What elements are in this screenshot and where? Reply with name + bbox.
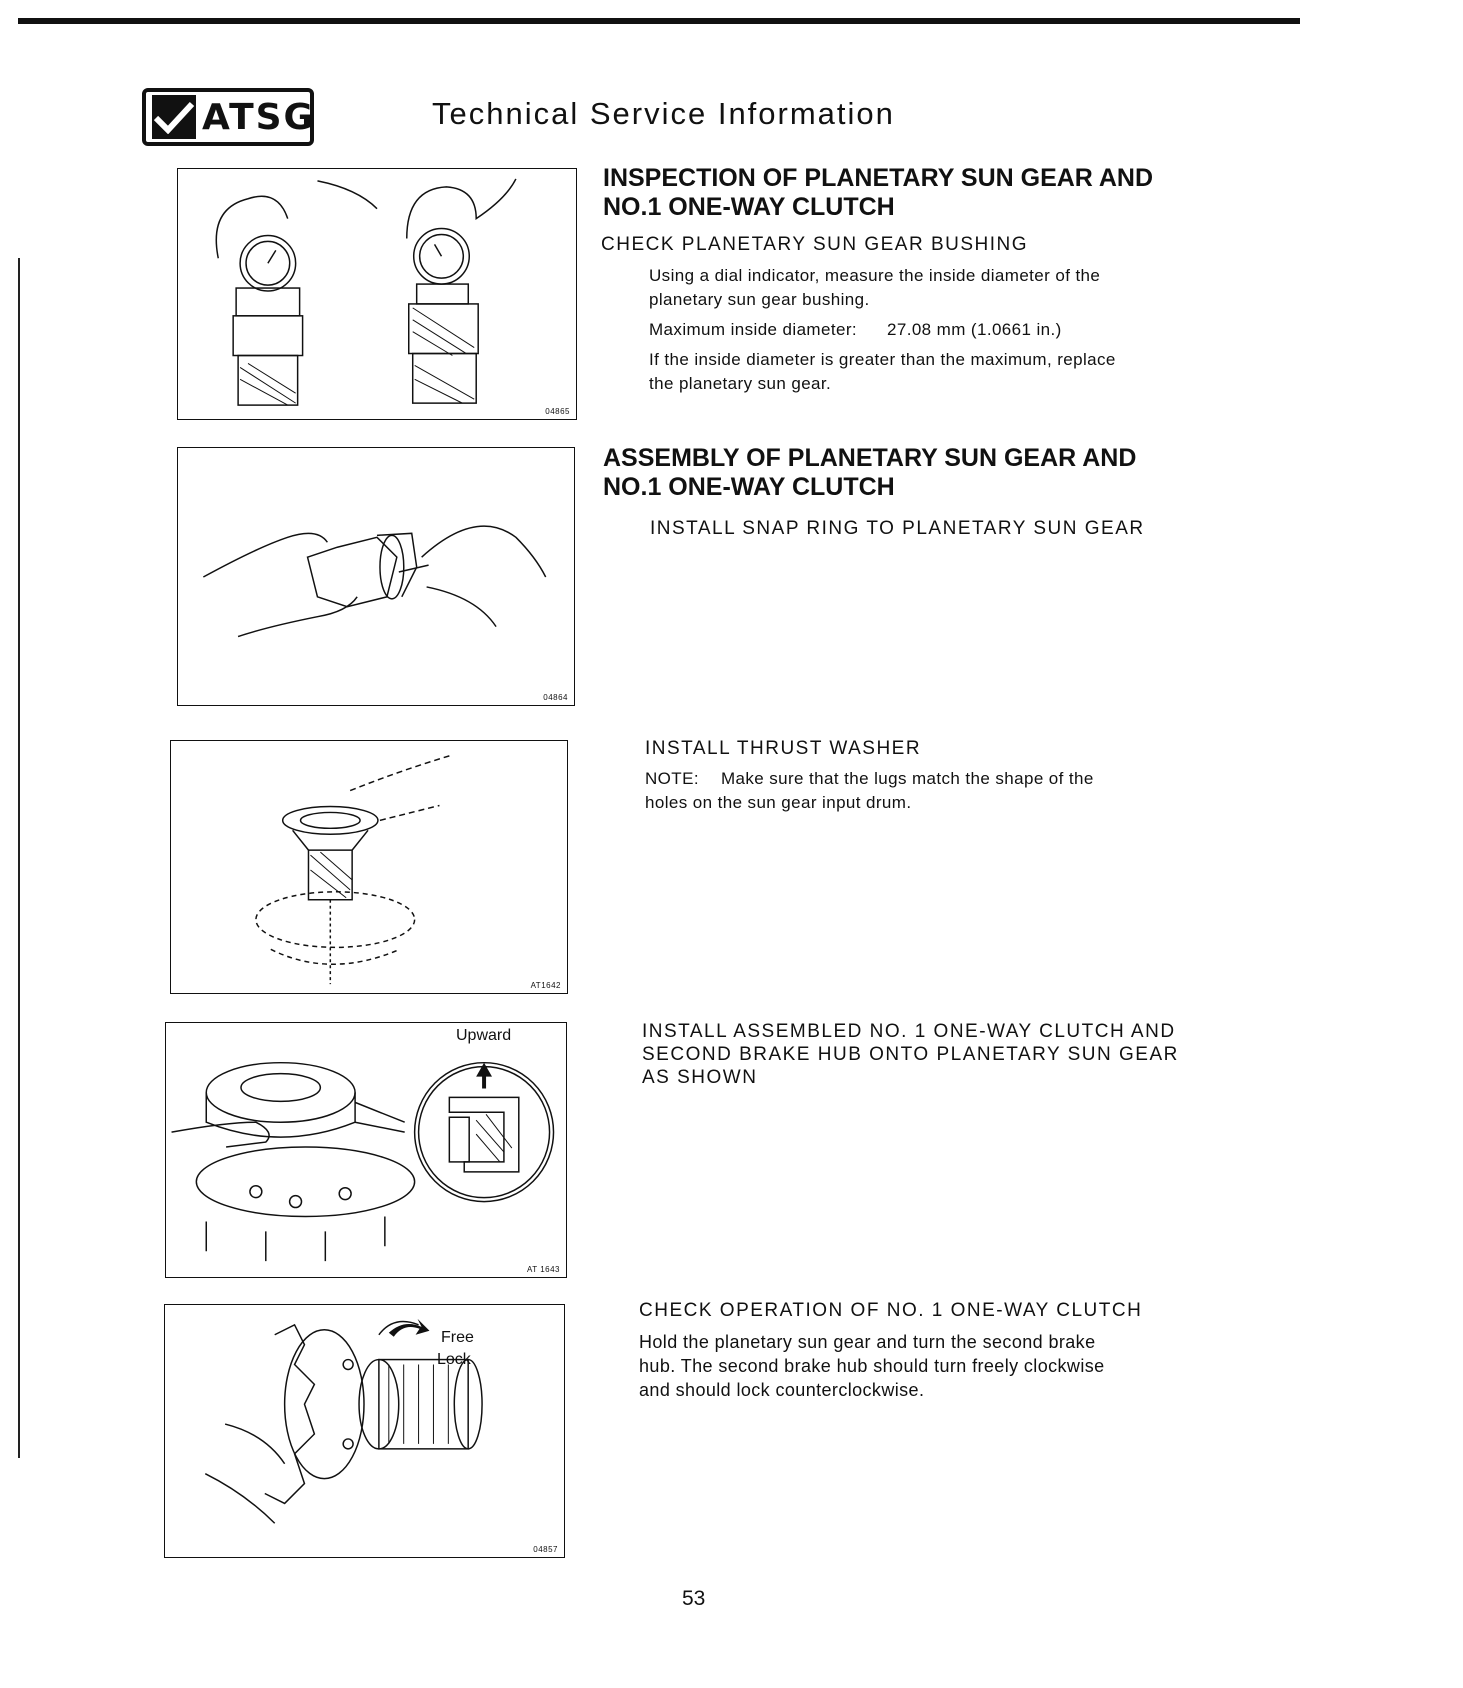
figure-code: 04864	[543, 693, 568, 702]
thrust-washer-note-line1-row	[645, 767, 1094, 791]
assembly-title	[603, 444, 1136, 502]
figure-code: 04865	[545, 407, 570, 416]
atsg-logo	[142, 88, 314, 146]
check-operation-body	[639, 1330, 1105, 1402]
note-line2: holes on the sun gear input drum.	[645, 793, 912, 812]
figure-thrust-washer	[170, 740, 568, 994]
inspection-para1-line2: planetary sun gear bushing.	[649, 290, 870, 309]
top-rule	[18, 18, 1300, 24]
figure-one-way-clutch-check	[164, 1304, 565, 1558]
inspection-title	[603, 164, 1153, 222]
left-rule	[18, 258, 20, 1458]
install-assembled-line3: AS SHOWN	[642, 1067, 758, 1088]
install-assembled-line2: SECOND BRAKE HUB ONTO PLANETARY SUN GEAR	[642, 1044, 1179, 1065]
figure-code: AT 1643	[526, 1265, 560, 1274]
figure-snap-ring	[177, 447, 575, 706]
figure-code: AT1642	[530, 981, 561, 990]
inspection-para2-line1: If the inside diameter is greater than the maximum, replace	[649, 350, 1116, 369]
figure-clutch-hub-upward	[165, 1022, 567, 1278]
thrust-washer-heading: INSTALL THRUST WASHER	[645, 738, 922, 759]
lock-label: Lock	[437, 1351, 471, 1368]
assembly-title-line2: NO.1 ONE-WAY CLUTCH	[603, 473, 895, 501]
thrust-washer-illustration	[171, 741, 567, 993]
note-line1: Make sure that the lugs match the shape of the	[720, 769, 1094, 788]
figure-dial-indicator	[177, 168, 577, 420]
page-header-title: Technical Service Information	[432, 96, 895, 131]
spec-value: 27.08 mm (1.0661 in.)	[887, 320, 1062, 339]
upward-label: Upward	[456, 1027, 512, 1044]
logo-text: ATSG	[202, 96, 316, 138]
install-assembled-line1: INSTALL ASSEMBLED NO. 1 ONE-WAY CLUTCH AND	[642, 1021, 1176, 1042]
snap-ring-illustration	[178, 448, 574, 705]
clutch-hub-illustration	[166, 1023, 566, 1277]
check-operation-line3: and should lock counterclockwise.	[639, 1380, 925, 1400]
inspection-title-line2: NO.1 ONE-WAY CLUTCH	[603, 193, 895, 221]
spec-label: Maximum inside diameter:	[649, 320, 857, 339]
assembly-title-line1: ASSEMBLY OF PLANETARY SUN GEAR AND	[603, 444, 1137, 472]
snap-ring-step: INSTALL SNAP RING TO PLANETARY SUN GEAR	[650, 518, 1145, 539]
free-label: Free	[441, 1329, 474, 1346]
inspection-title-line1: INSPECTION OF PLANETARY SUN GEAR AND	[603, 164, 1154, 192]
check-operation-heading: CHECK OPERATION OF NO. 1 ONE-WAY CLUTCH	[639, 1300, 1143, 1321]
inspection-para1-line1: Using a dial indicator, measure the inside diameter of the	[649, 266, 1101, 285]
one-way-clutch-illustration	[165, 1305, 564, 1557]
note-label: NOTE:	[645, 769, 699, 788]
inspection-para2-line2: the planetary sun gear.	[649, 374, 832, 393]
checkmark-icon	[152, 95, 196, 139]
figure-code: 04857	[533, 1545, 558, 1554]
check-operation-line1: Hold the planetary sun gear and turn the second brake	[639, 1332, 1096, 1352]
dial-indicator-illustration	[178, 169, 576, 419]
inspection-body	[649, 264, 1116, 396]
page-number: 53	[682, 1587, 706, 1610]
spec-row	[649, 318, 1116, 342]
inspection-subheading: CHECK PLANETARY SUN GEAR BUSHING	[601, 234, 1029, 255]
check-operation-line2: hub. The second brake hub should turn freely clockwise	[639, 1356, 1105, 1376]
thrust-washer-note	[645, 767, 1094, 815]
install-assembled-step	[642, 1020, 1179, 1089]
